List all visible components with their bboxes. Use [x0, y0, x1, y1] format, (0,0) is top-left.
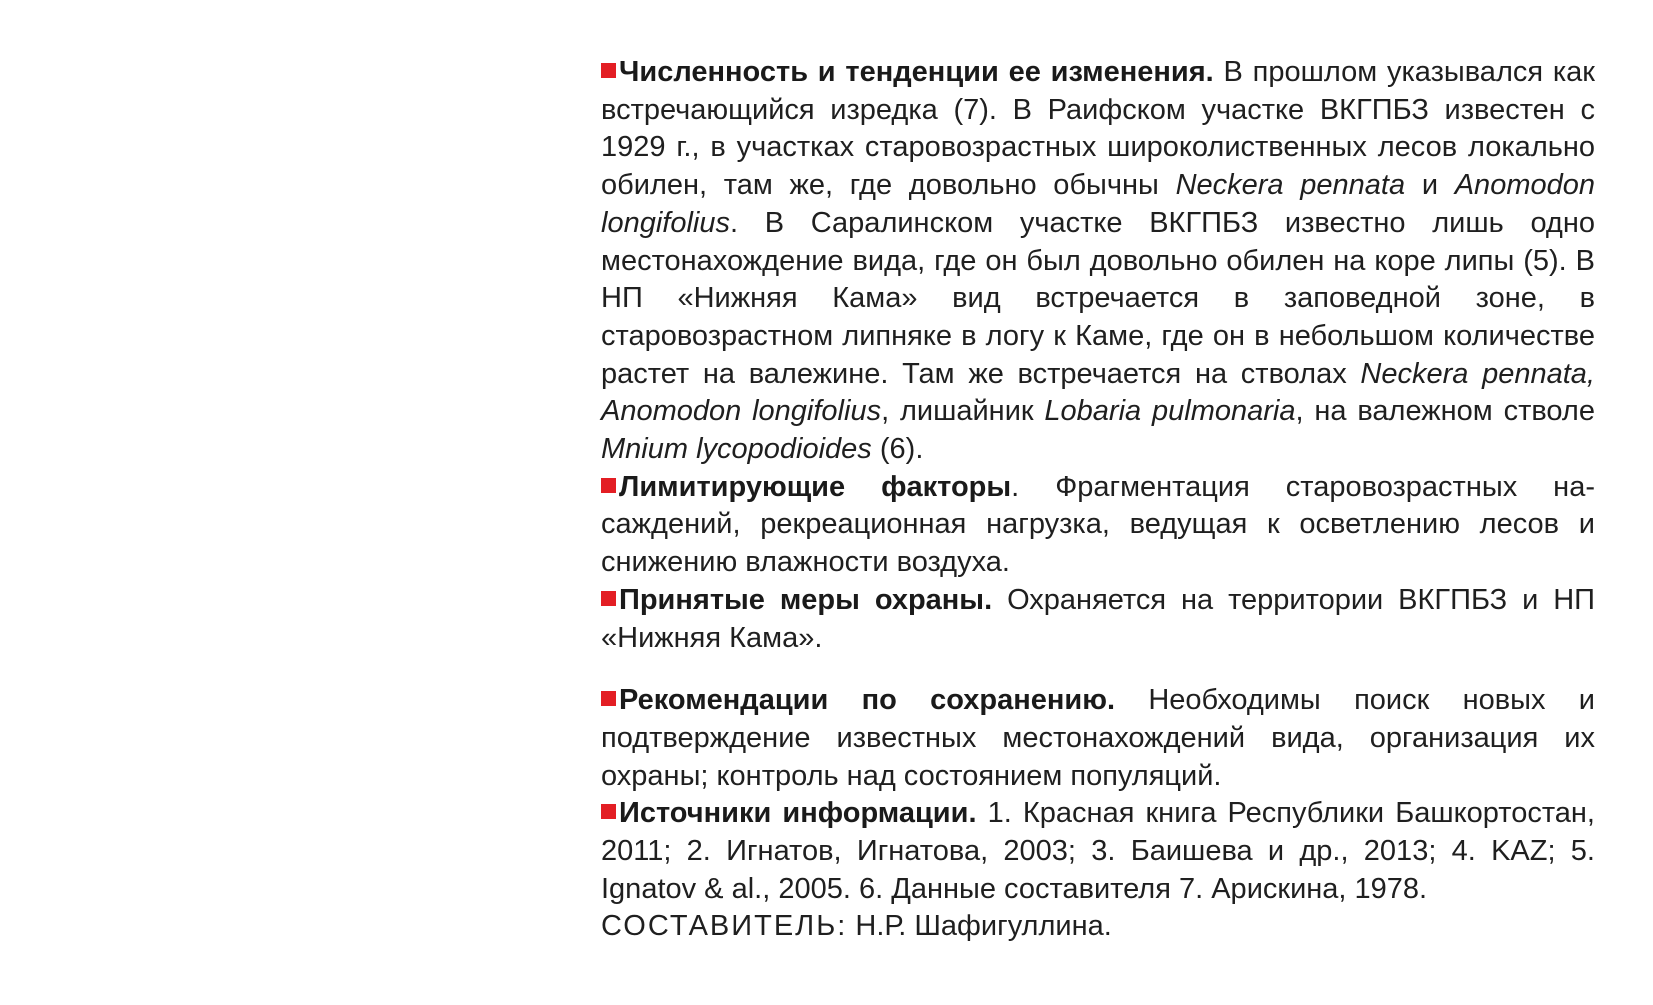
section-marker-icon	[601, 63, 616, 78]
species-name: Mnium lycopodioides	[601, 433, 872, 466]
section-abundance	[601, 54, 1595, 469]
section-text: . Фрагментация старовозрастных насаждений, рекреационная нагрузка, ведущая к осветлению лесов и снижению влажности воздуха.	[601, 470, 1595, 579]
author-label: СОСТАВИТЕЛЬ:	[601, 910, 848, 943]
text-column	[601, 54, 1595, 946]
section-marker-icon	[601, 591, 616, 606]
author-line	[601, 908, 1595, 946]
section-text: , на валежном стволе	[1295, 395, 1595, 428]
author-name: Н.Р. Шафигуллина.	[847, 910, 1112, 943]
section-heading: Рекомендации по сохранению.	[619, 684, 1116, 717]
section-text: и	[1405, 169, 1455, 202]
section-text: . В Саралинском участке ВКГПБЗ известно лишь одно местонахождение вида, где он был довольно обилен на коре липы (5). В НП «Нижняя Кама» вид встречается в заповедной зоне, в старовозрастном липняке в логу к Каме, где он в небольшом количестве растет на валежине. Там же встречается на стволах	[601, 206, 1595, 390]
section-limiting-factors	[601, 469, 1595, 582]
section-recommendations	[601, 682, 1595, 795]
section-sources	[601, 795, 1595, 908]
section-heading: Источники информации.	[619, 797, 977, 830]
section-heading: Численность и тенденции ее изменения.	[619, 56, 1214, 88]
section-text: В прошлом указывался как встречающийся изредка (7). В Раифском участке ВКГПБЗ известен с 1929 г., в участках старовозрастных широколиственных лесов локально обилен, там же, где довольно обычны	[601, 56, 1595, 202]
section-heading: Принятые меры охраны.	[619, 583, 993, 616]
section-heading: Лимитирующие факторы	[619, 470, 1012, 503]
section-text: Необходимы поиск новых и подтверждение известных местонахождений вида, организация их охраны; контроль над состоянием популяций.	[601, 684, 1595, 792]
species-name: Neckera pennata, Anomodon longifolius	[601, 357, 1595, 428]
section-text: (6).	[871, 433, 924, 466]
section-marker-icon	[601, 804, 616, 819]
section-text: Охраняется на территории ВКГПБЗ и НП «Нижняя Кама».	[601, 583, 1595, 654]
section-text: , лишайник	[881, 395, 1045, 428]
species-name: Anomodon longifolius	[601, 169, 1595, 239]
section-text: 1. Красная книга Республики Башкортостан, 2011; 2. Игнатов, Игнатова, 2003; 3. Баишева и др., 2013; 4. KAZ; 5. Ignatov & al., 2005. 6. Данные составителя 7. Арискина, 1978.	[601, 797, 1595, 905]
section-protection-measures	[601, 582, 1595, 657]
section-marker-icon	[601, 478, 616, 493]
species-name: Neckera pennata	[1175, 169, 1406, 202]
section-marker-icon	[601, 691, 616, 706]
species-name: Lobaria pulmonaria	[1044, 395, 1296, 428]
